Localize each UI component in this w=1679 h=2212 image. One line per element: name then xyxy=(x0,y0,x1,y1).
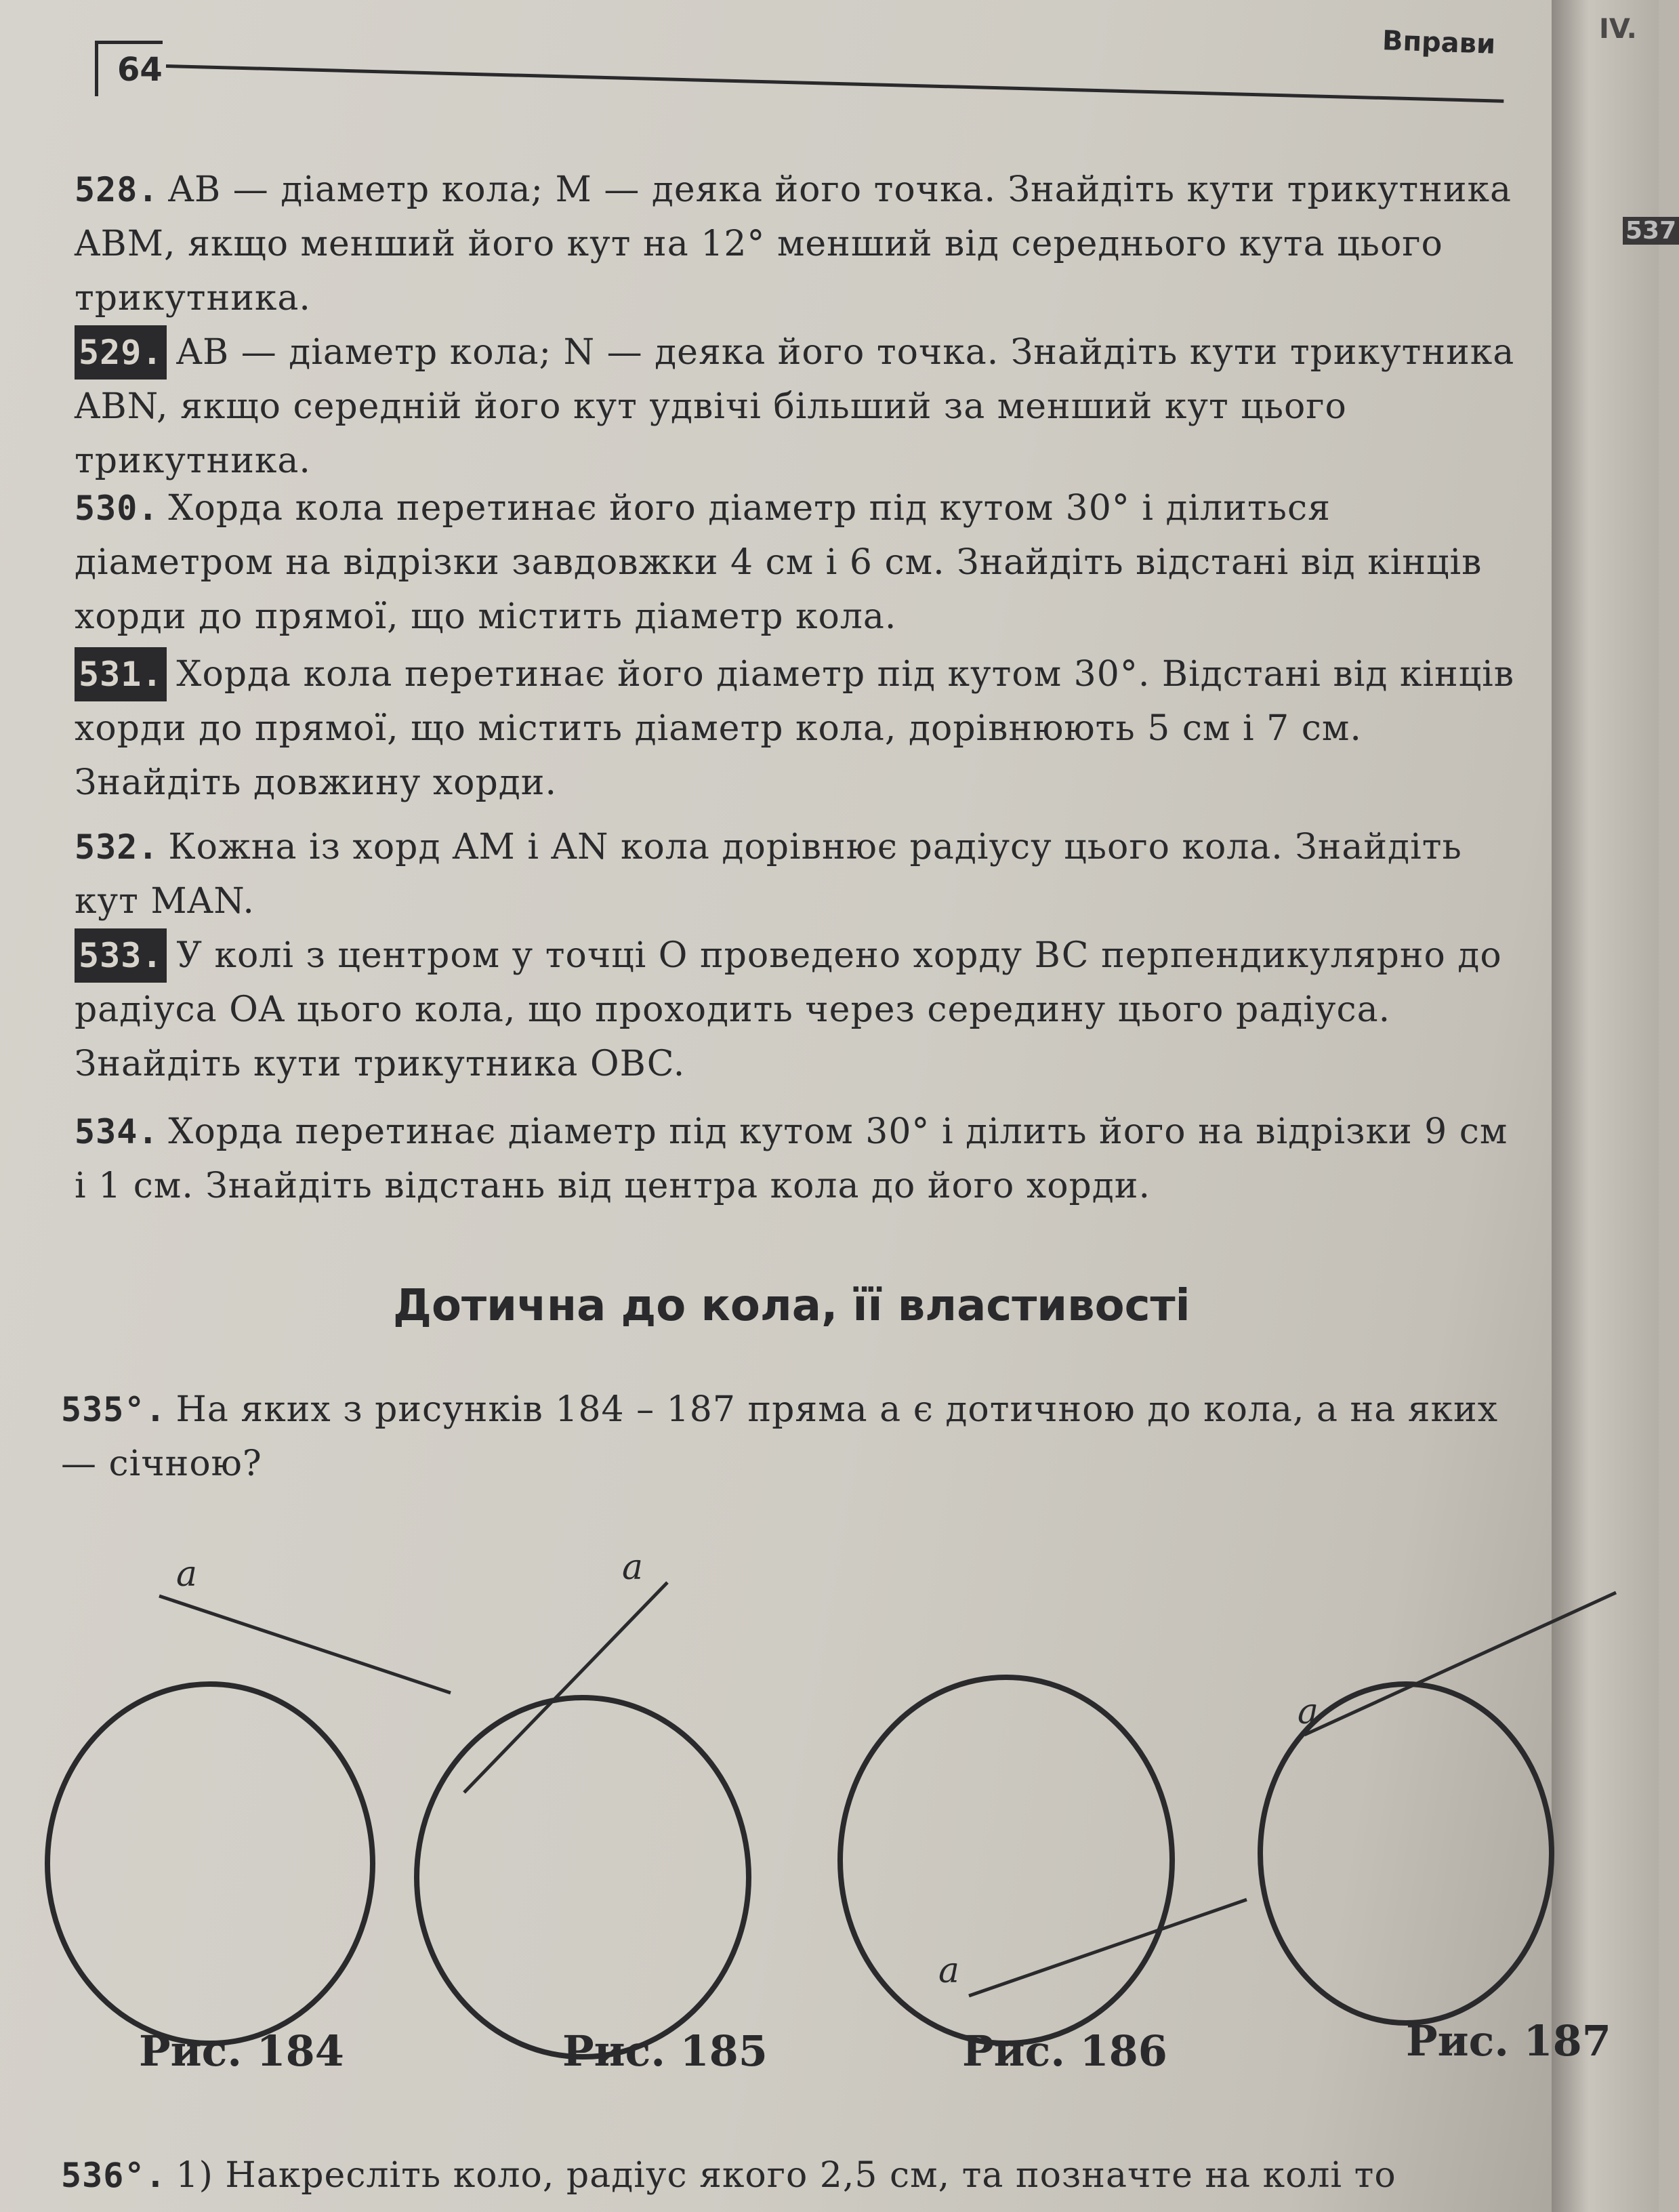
line-a xyxy=(969,1900,1247,1996)
line-a xyxy=(464,1582,667,1793)
problem-text: AB — діаметр кола; M — деяка його точка. Знайдіть кути трикутника ABM, якщо менший його кут на 12° менший від середнього кута цього трикутника. xyxy=(75,169,1512,319)
problem-530 xyxy=(75,481,1531,644)
figures-184-187 xyxy=(0,1518,1659,2020)
problem-number: 529. xyxy=(75,325,167,380)
problem-text: Хорда кола перетинає його діаметр під кутом 30°. Відстані від кінців хорди до прямої, що містить діаметр кола, дорівнюють 5 см і 7 см. Знайдіть довжину хорди. xyxy=(75,654,1515,803)
line-label: a xyxy=(176,1554,198,1595)
figure-185 xyxy=(417,1547,749,2057)
problem-number: 534. xyxy=(75,1112,159,1151)
circle xyxy=(840,1677,1172,2043)
problem-number: 536°. xyxy=(61,2156,167,2195)
line-label: a xyxy=(1298,1692,1319,1732)
figure-187 xyxy=(1260,1593,1616,2023)
next-page-fragment-number: 537 xyxy=(1623,217,1679,245)
problem-text: Хорда кола перетинає його діаметр під кутом 30° і ділиться діаметром на відрізки завдовжки 4 см і 6 см. Знайдіть відстані від кінців хорди до прямої, що містить діаметр кола. xyxy=(75,488,1483,637)
line-label: a xyxy=(622,1547,644,1588)
line-a xyxy=(159,1596,451,1693)
problem-text: AB — діаметр кола; N — деяка його точка. Знайдіть кути трикутника ABN, якщо середній його кут удвічі більший за менший кут цього трикутника. xyxy=(75,332,1515,481)
problem-number: 535°. xyxy=(61,1390,167,1429)
page-number: 64 xyxy=(95,41,163,96)
problem-536 xyxy=(61,2148,1518,2203)
problem-533 xyxy=(75,928,1531,1091)
problem-text: Кожна із хорд AM і AN кола дорівнює радіусу цього кола. Знайдіть кут MAN. xyxy=(75,827,1462,922)
problem-532 xyxy=(75,820,1531,928)
circle xyxy=(417,1698,749,2057)
running-head: Вправи xyxy=(1382,25,1496,60)
figure-label-184: Рис. 184 xyxy=(139,2026,344,2076)
circle xyxy=(1260,1684,1552,2023)
circle xyxy=(47,1684,373,2043)
problem-number: 530. xyxy=(75,489,159,528)
figure-label-187: Рис. 187 xyxy=(1406,2016,1611,2066)
figure-label-186: Рис. 186 xyxy=(962,2026,1167,2076)
problem-number: 533. xyxy=(75,928,167,983)
problem-text: 1) Накресліть коло, радіус якого 2,5 см, та позначте на колі то xyxy=(175,2155,1396,2196)
problem-number: 532. xyxy=(75,827,159,867)
problem-text: На яких з рисунків 184 – 187 пряма a є дотичною до кола, а на яких — січною? xyxy=(61,1389,1499,1484)
problem-text: У колі з центром у точці O проведено хорду BC перпендикулярно до радіуса OA цього кола, що проходить через середину цього радіуса. Знайдіть кути трикутника OBC. xyxy=(75,935,1502,1084)
figure-label-185: Рис. 185 xyxy=(562,2026,768,2076)
problem-529 xyxy=(75,325,1531,488)
problem-number: 528. xyxy=(75,170,159,209)
problem-534 xyxy=(75,1105,1531,1213)
problem-535 xyxy=(61,1382,1518,1491)
section-title: Дотична до кола, її властивості xyxy=(393,1281,1190,1331)
problem-text: Хорда перетинає діаметр під кутом 30° і ділить його на відрізки 9 см і 1 см. Знайдіть відстань від центра кола до його хорди. xyxy=(75,1111,1508,1206)
problem-number: 531. xyxy=(75,647,167,701)
problem-531 xyxy=(75,647,1531,810)
figure-184 xyxy=(47,1554,451,2043)
line-a xyxy=(1304,1593,1616,1735)
line-label: a xyxy=(938,1950,960,1991)
figure-186 xyxy=(840,1677,1247,2043)
problem-528 xyxy=(75,163,1531,325)
next-page-fragment-top: IV. xyxy=(1599,14,1637,45)
